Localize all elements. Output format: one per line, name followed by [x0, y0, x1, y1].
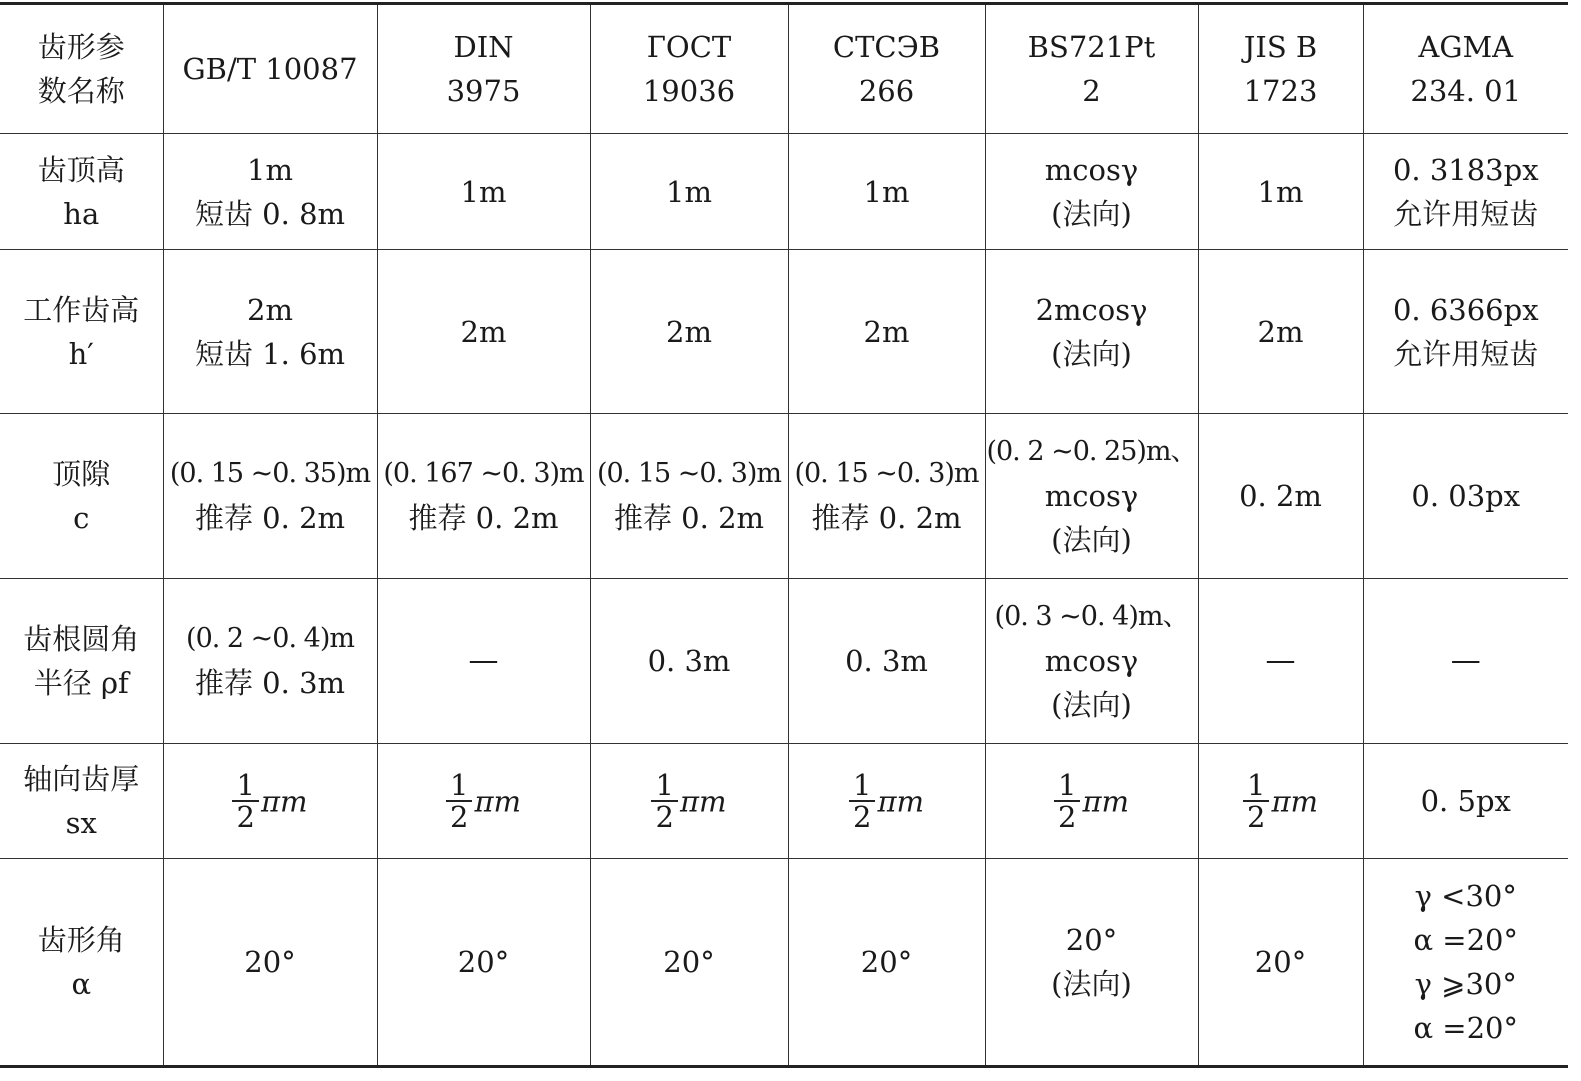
cell-line: 20° [860, 945, 913, 979]
cell-line: (法向) [1051, 523, 1132, 557]
fraction [849, 767, 875, 834]
cell [163, 134, 377, 250]
cell-line: α =20° [1413, 923, 1518, 957]
cell-line: (0. 15 ~0. 3)m [596, 458, 782, 489]
header-gost-line1: ГОСТ [646, 30, 732, 64]
fraction-numerator: 1 [651, 770, 677, 802]
cell-line: 1m [460, 174, 507, 209]
cell-line: 2m [1257, 314, 1304, 349]
cell-line: (0. 2 ~0. 4)m [186, 623, 354, 654]
cell-line: 推荐 0. 2m [811, 501, 962, 535]
header-gbt [163, 4, 377, 134]
header-row [0, 4, 1568, 134]
row-label [0, 250, 163, 414]
cell-line: 1m [666, 174, 712, 209]
cell [377, 859, 590, 1067]
cell [1198, 579, 1363, 744]
header-param-line1: 齿形参 [37, 30, 125, 64]
cell [590, 859, 788, 1067]
cell [1363, 414, 1568, 579]
cell [985, 859, 1198, 1067]
cell-line: — [468, 643, 499, 678]
pi-m: πm [877, 784, 924, 818]
cell-line: mcosγ [1044, 479, 1139, 513]
row-label-line1: 轴向齿厚 [23, 762, 140, 796]
cell-line: — [1450, 643, 1481, 678]
row-label [0, 579, 163, 744]
cell-line: (法向) [1051, 336, 1132, 371]
cell-line: 20° [1254, 945, 1307, 979]
row-root-fillet [0, 579, 1568, 744]
row-clearance [0, 414, 1568, 579]
cell-line: γ ⩾30° [1414, 967, 1517, 1001]
cell [788, 250, 985, 414]
cell [590, 250, 788, 414]
cell [1363, 744, 1568, 859]
cell [163, 744, 377, 859]
cell-line: (法向) [1051, 688, 1132, 722]
cell [377, 579, 590, 744]
header-gost [590, 4, 788, 134]
cell-line: mcosγ [1044, 152, 1139, 187]
header-stsev-line1: СТСЭВ [832, 30, 941, 64]
cell-line: 1m [863, 174, 910, 209]
cell-line: 1m [1257, 174, 1304, 209]
row-profile-angle [0, 859, 1568, 1067]
row-label-line1: 齿形角 [37, 923, 125, 957]
cell-line: 2m [247, 292, 293, 327]
cell-line: (0. 15 ~0. 3)m [794, 458, 979, 489]
pi-m: πm [260, 784, 308, 818]
fraction-numerator: 1 [1054, 770, 1080, 802]
header-agma-line1: AGMA [1418, 30, 1514, 64]
cell [1198, 250, 1363, 414]
cell-line: 0. 5px [1420, 784, 1511, 818]
cell [377, 134, 590, 250]
cell [985, 579, 1198, 744]
cell-line: γ <30° [1414, 879, 1517, 913]
cell-line: 2m [863, 314, 910, 349]
header-bs-line2: 2 [1082, 74, 1101, 108]
cell [590, 134, 788, 250]
row-label-line2: ha [63, 196, 100, 231]
cell [788, 859, 985, 1067]
cell [1363, 859, 1568, 1067]
cell [985, 414, 1198, 579]
cell [1198, 414, 1363, 579]
fraction-numerator: 1 [232, 770, 258, 802]
pi-m: πm [1271, 784, 1318, 818]
cell-line: 0. 3m [845, 644, 928, 678]
cell-line: (法向) [1051, 196, 1132, 231]
row-label-line1: 顶隙 [52, 457, 111, 491]
cell-line: 1m [247, 152, 293, 187]
cell-line: 2m [460, 314, 507, 349]
cell [163, 859, 377, 1067]
cell-line: (0. 15 ~0. 35)m [169, 458, 371, 489]
fraction-denominator: 2 [1057, 800, 1077, 834]
fraction [232, 767, 258, 834]
row-label-line2: sx [65, 806, 97, 840]
fraction [1243, 767, 1269, 834]
cell-line: α =20° [1413, 1011, 1518, 1045]
cell-line: 推荐 0. 2m [408, 501, 559, 535]
cell [377, 744, 590, 859]
cell [163, 250, 377, 414]
cell [1198, 134, 1363, 250]
cell-line: 0. 3183px [1392, 152, 1539, 187]
row-label [0, 744, 163, 859]
cell-line: mcosγ [1044, 644, 1139, 678]
cell-line: 推荐 0. 2m [194, 501, 346, 535]
cell-line: 允许用短齿 [1393, 196, 1539, 231]
row-label-line2: α [71, 967, 92, 1001]
header-stsev [788, 4, 985, 134]
fraction-denominator: 2 [449, 800, 469, 834]
row-label-line2: c [73, 501, 90, 535]
fraction-denominator: 2 [852, 800, 872, 834]
row-label-line1: 齿顶高 [37, 152, 125, 187]
pi-m: πm [474, 784, 521, 818]
pi-m: πm [679, 784, 727, 818]
header-din-line2: 3975 [446, 74, 521, 108]
cell-line: 短齿 1. 6m [194, 336, 346, 371]
cell-line: 推荐 0. 2m [613, 501, 765, 535]
cell [590, 744, 788, 859]
cell [985, 134, 1198, 250]
header-bs-line1: BS721Pt [1027, 30, 1156, 64]
header-din [377, 4, 590, 134]
cell [1363, 579, 1568, 744]
row-label-line2: h′ [68, 336, 94, 371]
header-param-line2: 数名称 [37, 74, 125, 108]
fraction-denominator: 2 [1246, 800, 1266, 834]
cell [788, 744, 985, 859]
fraction-denominator: 2 [236, 800, 255, 834]
cell [377, 250, 590, 414]
header-din-line1: DIN [453, 30, 514, 64]
header-bs [985, 4, 1198, 134]
cell [590, 579, 788, 744]
fraction-denominator: 2 [655, 800, 674, 834]
cell [590, 414, 788, 579]
cell [788, 134, 985, 250]
cell-line: 20° [244, 945, 296, 979]
cell [377, 414, 590, 579]
header-gbt-line1: GB/T 10087 [182, 52, 358, 86]
header-agma-line2: 234. 01 [1410, 74, 1522, 108]
fraction [446, 767, 472, 834]
cell-line: (法向) [1051, 967, 1132, 1001]
cell [788, 579, 985, 744]
header-agma [1363, 4, 1568, 134]
cell-line: 0. 03px [1411, 479, 1521, 513]
cell-line: 0. 6366px [1392, 292, 1539, 327]
header-jis [1198, 4, 1363, 134]
row-label-line2: 半径 ρf [33, 666, 129, 700]
cell [163, 579, 377, 744]
cell-line: 2mcosγ [1035, 292, 1148, 327]
header-stsev-line2: 266 [858, 74, 915, 108]
row-axial-thickness [0, 744, 1568, 859]
row-working-depth [0, 250, 1568, 414]
cell-line: 短齿 0. 8m [194, 196, 346, 231]
header-param-name [0, 4, 163, 134]
fraction-numerator: 1 [849, 770, 875, 802]
cell-line: (0. 167 ~0. 3)m [383, 458, 584, 489]
fraction-numerator: 1 [446, 770, 472, 802]
header-jis-line2: 1723 [1243, 74, 1318, 108]
fraction [651, 767, 677, 834]
cell-line: 20° [1065, 923, 1118, 957]
pi-m: πm [1082, 784, 1129, 818]
cell [788, 414, 985, 579]
cell-line: (0. 2 ~0. 25)m、 [986, 436, 1197, 467]
row-label [0, 134, 163, 250]
cell-line: (0. 3 ~0. 4)m、 [994, 601, 1189, 632]
row-label [0, 414, 163, 579]
cell-line: — [1265, 643, 1296, 678]
cell [1363, 250, 1568, 414]
cell-line: 0. 2m [1239, 479, 1322, 513]
cell [985, 744, 1198, 859]
row-label [0, 859, 163, 1067]
cell [985, 250, 1198, 414]
cell-line: 20° [457, 945, 510, 979]
cell [1198, 744, 1363, 859]
cell-line: 2m [666, 314, 712, 349]
cell-line: 允许用短齿 [1393, 336, 1539, 371]
cell [1363, 134, 1568, 250]
cell [163, 414, 377, 579]
row-label-line1: 齿根圆角 [23, 622, 140, 656]
fraction-numerator: 1 [1243, 770, 1269, 802]
fraction [1054, 767, 1080, 834]
cell [1198, 859, 1363, 1067]
row-addendum [0, 134, 1568, 250]
header-gost-line2: 19036 [642, 74, 736, 108]
cell-line: 0. 3m [647, 644, 731, 678]
row-label-line1: 工作齿高 [23, 292, 140, 327]
header-jis-line1: JIS B [1243, 30, 1318, 64]
gear-parameter-table [0, 2, 1568, 1068]
cell-line: 20° [663, 945, 715, 979]
cell-line: 推荐 0. 3m [194, 666, 346, 700]
